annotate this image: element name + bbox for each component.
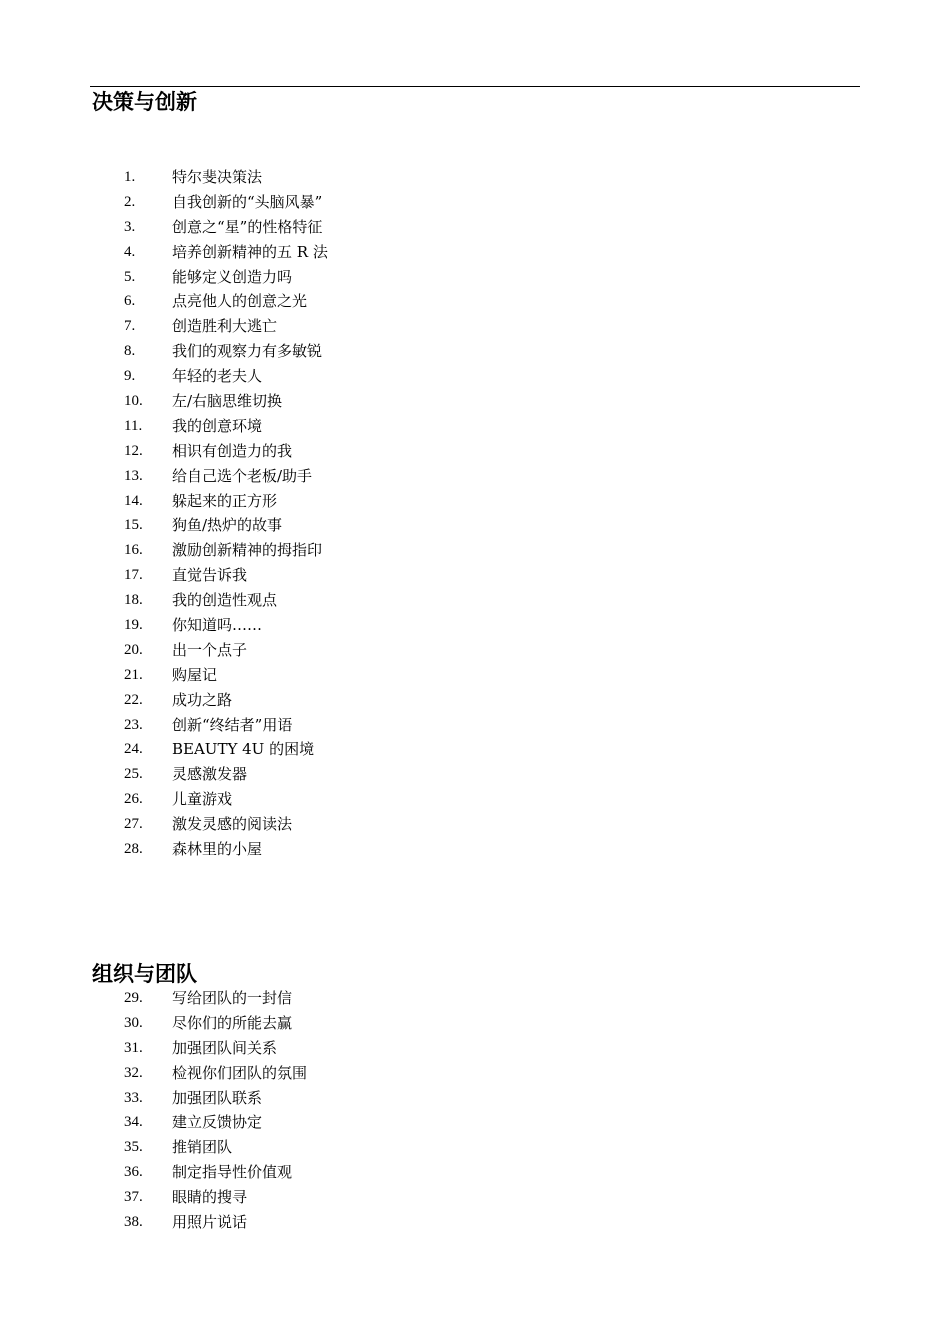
item-number: 37. [124, 1189, 143, 1206]
item-number: 18. [124, 592, 143, 609]
item-title: 相识有创造力的我 [172, 441, 293, 460]
item-number: 31. [124, 1039, 143, 1056]
item-title: 尽你们的所能去赢 [172, 1013, 293, 1032]
item-title: 我的创造性观点 [172, 591, 278, 610]
item-title: 左/右脑思维切换 [172, 392, 283, 411]
item-title: 制定指导性价值观 [172, 1163, 293, 1182]
item-number: 4. [124, 243, 136, 260]
item-title: 我们的观察力有多敏锐 [172, 342, 323, 361]
item-number: 35. [124, 1139, 143, 1156]
item-number: 16. [124, 542, 143, 559]
item-number: 26. [124, 791, 143, 808]
item-number: 25. [124, 766, 143, 783]
item-number: 32. [124, 1064, 143, 1081]
item-title: 写给团队的一封信 [172, 989, 293, 1007]
item-number: 22. [124, 691, 143, 708]
item-number: 14. [124, 492, 143, 509]
item-title: 直觉告诉我 [172, 566, 248, 585]
item-number: 12. [124, 442, 143, 459]
item-number: 34. [124, 1114, 143, 1131]
item-title: 培养创新精神的五 R 法 [172, 242, 328, 261]
item-number: 19. [124, 617, 143, 634]
section-title-organization-team: 组织与团队 [92, 962, 197, 986]
item-number: 28. [124, 841, 143, 858]
item-number: 33. [124, 1089, 143, 1106]
item-title: 出一个点子 [172, 640, 248, 659]
item-number: 11. [124, 417, 143, 434]
item-number: 36. [124, 1164, 143, 1181]
item-title: 森林里的小屋 [172, 840, 263, 859]
item-number: 27. [124, 816, 143, 833]
item-number: 29. [124, 990, 143, 1006]
item-number: 7. [124, 318, 136, 335]
item-number: 24. [124, 741, 143, 758]
item-title: 特尔斐决策法 [172, 168, 263, 186]
item-title: 购屋记 [172, 665, 218, 684]
item-title: 激发灵感的阅读法 [172, 815, 293, 834]
item-number: 9. [124, 368, 136, 385]
item-number: 20. [124, 641, 143, 658]
item-number: 30. [124, 1014, 143, 1031]
section-title-decision-innovation: 决策与创新 [92, 90, 197, 114]
item-number: 2. [124, 193, 136, 210]
item-title: 能够定义创造力吗 [172, 267, 293, 286]
item-title: 推销团队 [172, 1138, 233, 1157]
item-number: 38. [124, 1214, 143, 1231]
item-number: 6. [124, 293, 136, 310]
item-number: 5. [124, 268, 136, 285]
item-number: 3. [124, 218, 136, 235]
item-title: 我的创意环境 [172, 416, 263, 435]
item-number: 21. [124, 666, 143, 683]
item-title: 儿童游戏 [172, 790, 233, 809]
item-number: 13. [124, 467, 143, 484]
item-title: 创新“终结者”用语 [172, 715, 293, 734]
item-title: 狗鱼/热炉的故事 [172, 516, 283, 535]
item-title: 加强团队间关系 [172, 1038, 278, 1057]
item-title: 躲起来的正方形 [172, 491, 278, 510]
item-number: 15. [124, 517, 143, 534]
item-title: 用照片说话 [172, 1213, 248, 1232]
item-title: 创意之“星”的性格特征 [172, 217, 323, 236]
item-title: 创造胜利大逃亡 [172, 317, 278, 336]
item-title: 自我创新的“头脑风暴” [172, 192, 323, 211]
item-title: 年轻的老夫人 [172, 367, 263, 386]
item-title: 灵感激发器 [172, 765, 248, 784]
item-title: 成功之路 [172, 690, 233, 709]
item-number: 17. [124, 567, 143, 584]
item-number: 8. [124, 343, 136, 360]
top-rule [90, 86, 860, 87]
item-title: 激励创新精神的拇指印 [172, 541, 323, 560]
item-title: 点亮他人的创意之光 [172, 292, 308, 311]
item-title: 建立反馈协定 [172, 1113, 263, 1132]
item-title: 眼睛的搜寻 [172, 1188, 248, 1207]
item-title: 给自己选个老板/助手 [172, 466, 313, 485]
item-number: 23. [124, 716, 143, 733]
item-title: 加强团队联系 [172, 1088, 263, 1107]
item-number: 10. [124, 393, 143, 410]
item-title: 检视你们团队的氛围 [172, 1063, 308, 1082]
item-title: BEAUTY 4U 的困境 [172, 740, 315, 759]
item-number: 1. [124, 169, 136, 185]
item-title: 你知道吗…… [172, 616, 263, 635]
